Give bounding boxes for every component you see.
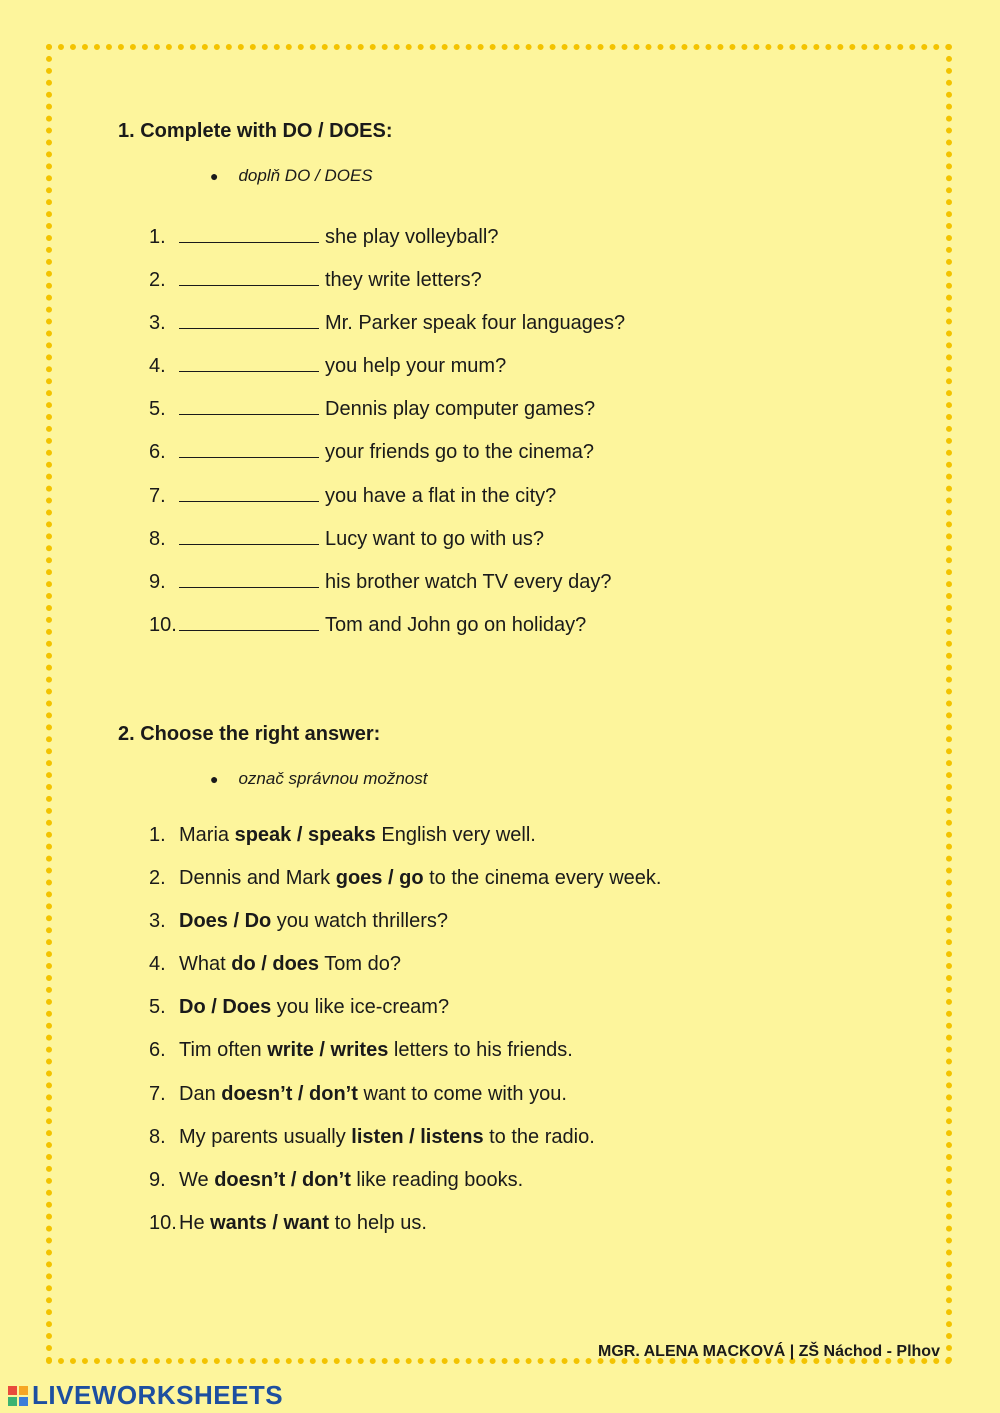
answer-choice[interactable]: listen / listens [351,1125,484,1148]
answer-blank[interactable] [179,483,319,502]
answer-blank[interactable] [179,396,319,415]
exercise-2-item [149,908,661,951]
answer-blank[interactable] [179,310,319,329]
item-number: 1. [149,226,166,248]
item-number: 9. [149,1168,166,1191]
section-2-title: 2. Choose the right answer: [118,723,381,745]
answer-blank[interactable] [179,224,319,243]
item-text-before: My parents usually [179,1125,352,1148]
section-1-instruction-text: doplň DO / DOES [238,166,373,185]
item-number: 9. [149,570,166,593]
item-text-before: We [179,1168,215,1191]
answer-choice[interactable]: Do / Does [179,996,272,1019]
item-number: 3. [149,910,166,933]
answer-choice[interactable]: write / writes [267,1039,389,1062]
exercise-2-item [149,1081,661,1124]
item-number: 8. [149,1125,166,1148]
item-text-after: you watch thrillers? [271,910,448,933]
exercise-1-item [149,353,625,396]
answer-choice[interactable]: speak / speaks [234,824,376,846]
item-number: 4. [149,953,166,976]
exercise-1-item [149,526,625,569]
section-1-exercise-list [149,224,625,655]
item-text-after: you like ice-cream? [271,996,450,1019]
item-text-after: English very well. [375,824,536,846]
exercise-1-item [149,439,625,482]
item-text: they write letters? [325,269,482,292]
exercise-2-item [149,1037,661,1080]
item-number: 10. [149,613,177,636]
exercise-2-item [149,865,661,908]
item-text-after: letters to his friends. [388,1039,573,1062]
item-text-after: want to come with you. [357,1082,567,1105]
item-number: 3. [149,312,166,335]
exercise-2-item [149,1210,661,1253]
item-number: 2. [149,867,166,890]
exercise-1-item [149,267,625,310]
author-footer: MGR. ALENA MACKOVÁ | ZŠ Náchod - Plhov [598,1343,940,1360]
item-text-before: He [179,1211,211,1234]
item-text: you help your mum? [325,355,507,378]
item-text: Lucy want to go with us? [325,527,545,550]
item-number: 5. [149,996,166,1019]
item-text-after: to the radio. [483,1125,595,1148]
item-number: 4. [149,355,166,378]
logo-icon [8,1386,28,1406]
answer-choice[interactable]: Does / Do [179,910,272,933]
item-text-after: to the cinema every week. [423,867,662,890]
item-number: 6. [149,1039,166,1062]
answer-blank[interactable] [179,267,319,286]
bullet-icon: ● [210,771,219,787]
answer-blank[interactable] [179,612,319,631]
exercise-2-item [149,822,661,865]
exercise-1-item [149,396,625,439]
exercise-2-item [149,951,661,994]
item-number: 2. [149,269,166,292]
item-number: 10. [149,1211,177,1234]
bullet-icon: ● [210,168,219,184]
exercise-1-item [149,224,625,267]
item-text: you have a flat in the city? [325,484,557,507]
item-text-before: What [179,953,232,976]
item-text: Tom and John go on holiday? [325,613,587,636]
item-text: his brother watch TV every day? [325,570,612,593]
section-2-exercise-list [149,822,661,1253]
item-text-before: Maria [179,824,235,846]
item-text: she play volleyball? [325,226,499,248]
item-text-before: Dan [179,1082,222,1105]
item-text-before: Tim often [179,1039,268,1062]
item-text-after: Tom do? [319,953,401,976]
answer-choice[interactable]: doesn’t / don’t [221,1082,358,1105]
item-number: 1. [149,824,166,846]
exercise-2-item [149,1124,661,1167]
item-number: 6. [149,441,166,464]
exercise-1-item [149,310,625,353]
item-text-after: like reading books. [350,1168,524,1191]
answer-blank[interactable] [179,526,319,545]
answer-blank[interactable] [179,569,319,588]
item-text: your friends go to the cinema? [325,441,595,464]
exercise-1-item [149,569,625,612]
item-text-after: to help us. [329,1211,427,1234]
answer-choice[interactable]: wants / want [210,1211,330,1234]
item-number: 5. [149,398,166,421]
answer-choice[interactable]: do / does [231,953,320,976]
item-number: 7. [149,1082,166,1105]
item-text-before: Dennis and Mark [179,867,336,890]
answer-blank[interactable] [179,439,319,458]
answer-choice[interactable]: doesn’t / don’t [214,1168,351,1191]
item-text: Dennis play computer games? [325,398,596,421]
section-2-instruction [210,769,427,789]
exercise-2-item [149,1167,661,1210]
section-1-title: 1. Complete with DO / DOES: [118,120,393,142]
section-1-instruction [210,166,373,186]
brand-name: LIVEWORKSHEETS [32,1380,284,1410]
section-2-instruction-text: označ správnou možnost [238,769,428,788]
item-number: 7. [149,484,166,507]
liveworksheets-logo[interactable] [8,1380,283,1411]
answer-choice[interactable]: goes / go [335,867,424,890]
exercise-2-item [149,994,661,1037]
item-number: 8. [149,527,166,550]
item-text: Mr. Parker speak four languages? [325,312,626,335]
exercise-1-item [149,483,625,526]
exercise-1-item [149,612,625,655]
answer-blank[interactable] [179,353,319,372]
